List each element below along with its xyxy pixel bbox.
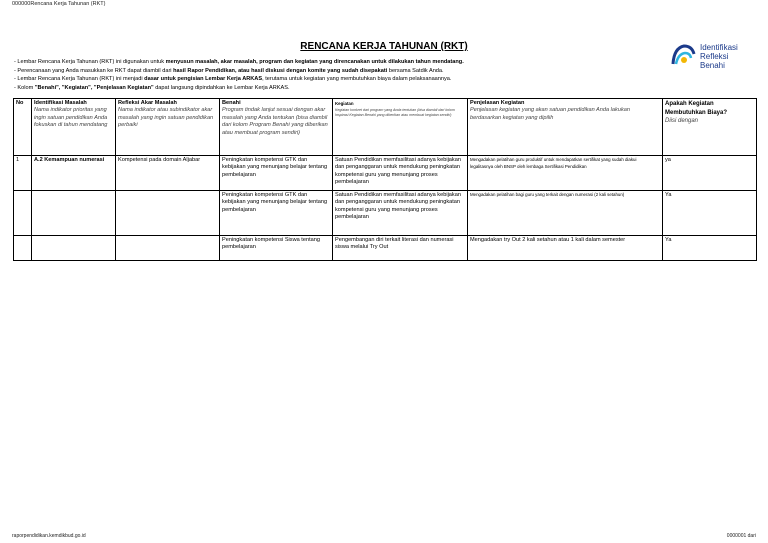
logo-line-1: Identifikasi [700, 43, 738, 52]
rkt-table [13, 98, 757, 261]
cell-benahi: Peningkatan kompetensi GTK dan kebijakan yang menunjang belajar tentang pembelajaran [220, 156, 333, 191]
instruction-line: - Perencanaan yang Anda masukkan ke RKT dapat diambil dari hasil Rapor Pendidikan, atau hasil diskusi dengan komite yang sudah disepakati bersama Satdik Anda. [14, 67, 444, 74]
cell-no [14, 236, 32, 261]
table-row [14, 191, 757, 236]
cell-kegiatan: Pengembangan diri terkait literasi dan numerasi siswa melalui Try Out [333, 236, 468, 261]
cell-masalah [32, 191, 116, 236]
column-header-penjelasan: Penjelasan Kegiatan Penjelasan kegiatan yang akan satuan pendidikan Anda lakukan berdasarkan kegiatan yang dipilih [468, 99, 663, 156]
cell-benahi: Peningkatan kompetensi GTK dan kebijakan yang menunjang belajar tentang pembelajaran [220, 191, 333, 236]
instructions [14, 58, 654, 92]
instruction-line: - Kolom "Benahi", "Kegiatan", "Penjelasan Kegiatan" dapat langsung dipindahkan ke Lembar Kerja ARKAS. [14, 84, 290, 91]
column-header-kegiatan: Kegiatan Kegiatan konkret dari program yang Anda tentukan (bisa diambil dari kolom Inspirasi Kegiatan Benahi yang diberikan atau membuat kegiatan sendiri) [333, 99, 468, 156]
instruction-line: - Lembar Rencana Kerja Tahunan (RKT) ini digunakan untuk menyusun masalah, akar masalah, program dan kegiatan yang direncanakan untuk dilakukan tahun mendatang. [14, 59, 464, 65]
footer-url: raporpendidikan.kemdikbud.go.id [12, 533, 86, 539]
cell-biaya: Ya [663, 191, 757, 236]
logo-line-3: Benahi [700, 61, 725, 70]
cell-akar-masalah [116, 191, 220, 236]
column-header-akar-masalah: Refleksi Akar Masalah Nama indikator atau subindikator akar masalah yang ingin satuan pendidikan perbaiki [116, 99, 220, 156]
cell-masalah: A.2 Kemampuan numerasi [32, 156, 116, 191]
document-header: 000000Rencana Kerja Tahunan (RKT) [12, 1, 106, 7]
table-row [14, 236, 757, 261]
logo-line-2: Refleksi [700, 52, 729, 61]
cell-biaya: ya [663, 156, 757, 191]
column-header-masalah: Identifikasi Masalah Nama indikator prioritas yang ingin satuan pendidikan Anda fokuskan di tahun mendatang [32, 99, 116, 156]
cell-akar-masalah [116, 236, 220, 261]
column-header-benahi: Benahi Program tindak lanjut sesuai dengan akar masalah yang Anda tentukan (bisa diambil dari kolom Program Benahi yang diberikan atau membuat program sendiri) [220, 99, 333, 156]
logo-icon [670, 42, 698, 70]
table-header-row [14, 99, 757, 156]
page-title: RENCANA KERJA TAHUNAN (RKT) [300, 41, 468, 52]
cell-penjelasan: Mengadakan try Out 2 kali setahun atau 1 kali dalam semester [468, 236, 663, 261]
cell-no [14, 191, 32, 236]
column-header-biaya: Apakah Kegiatan Membutuhkan Biaya? Diisi dengan [663, 99, 757, 156]
cell-biaya: Ya [663, 236, 757, 261]
cell-penjelasan: Mengadakan pelatihan bagi guru yang terkait dengan numerasi (2 kali setahun) [468, 191, 663, 236]
cell-kegiatan: Satuan Pendidikan memfasilitasi adanya kebijakan dan penganggaran untuk mendukung peningkatan kompetensi guru yang menunjang proses pembelajaran [333, 191, 468, 236]
footer-page-number: 0000001 dari [726, 533, 756, 539]
cell-benahi: Peningkatan kompetensi Siswa tentang pembelajaran [220, 236, 333, 261]
cell-masalah [32, 236, 116, 261]
cell-no: 1 [14, 156, 32, 191]
cell-akar-masalah: Kompetensi pada domain Aljabar [116, 156, 220, 191]
cell-penjelasan: Mengadakan pelatihan guru produktif untuk mendapatkan sertifikat yang sudah diakui legalitasnya oleh BNSP oleh lembaga Sertifikasi Pendidikan [468, 156, 663, 191]
rapor-pendidikan-logo [670, 42, 756, 72]
cell-kegiatan: Satuan Pendidikan memfasilitasi adanya kebijakan dan penganggaran untuk mendukung peningkatan kompetensi guru yang menunjang proses pembelajaran [333, 156, 468, 191]
column-header-no: No [14, 99, 32, 156]
table-row [14, 156, 757, 191]
instruction-line: - Lembar Rencana Kerja Tahunan (RKT) ini menjadi dasar untuk pengisian Lembar Kerja ARKAS, terutama untuk kegiatan yang membutuhkan biaya dalam pelaksanaannya. [14, 76, 452, 83]
